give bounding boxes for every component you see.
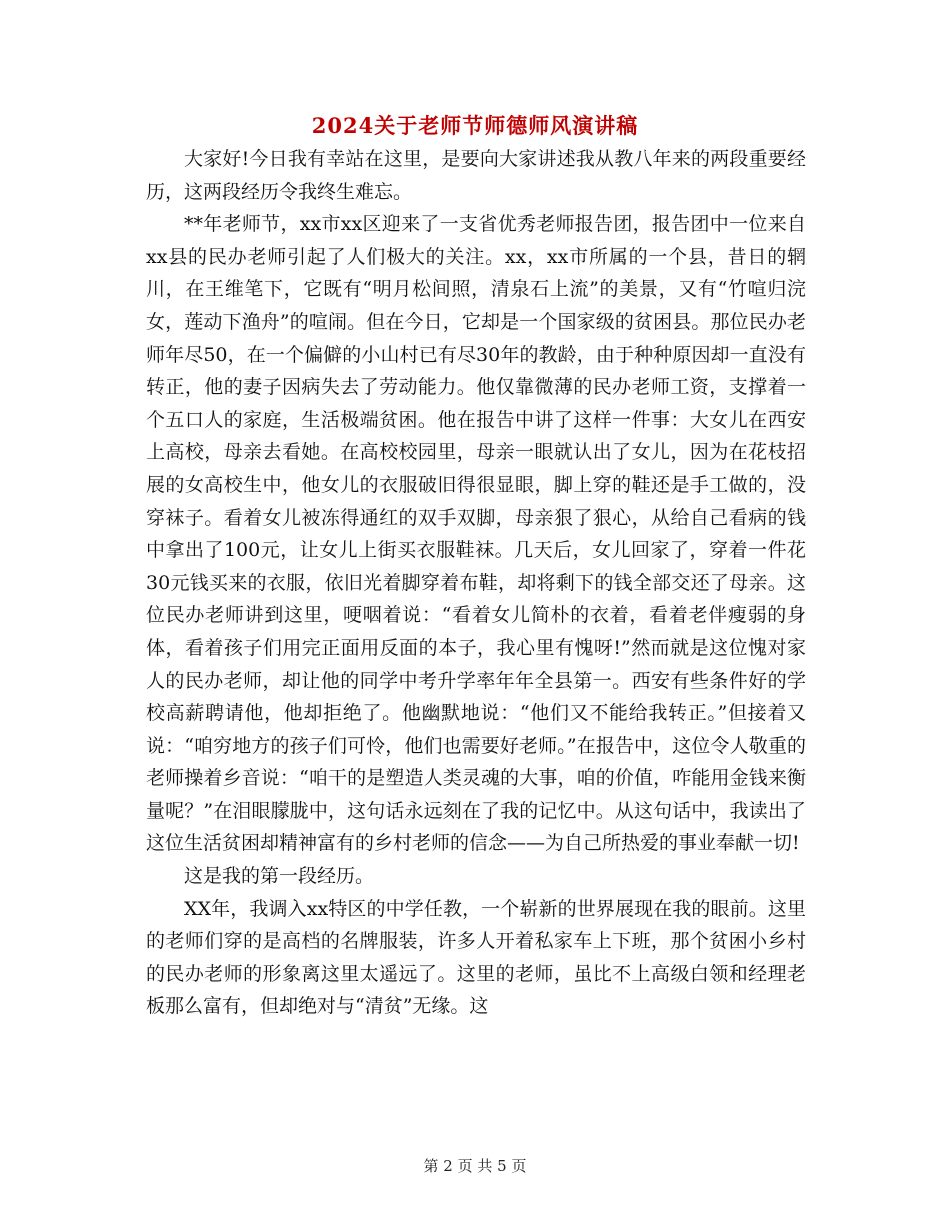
- paragraph-first-experience: **年老师节，xx市xx区迎来了一支省优秀老师报告团，报告团中一位来自xx县的民办老师引起了人们极大的关注。xx，xx市所属的一个县，昔日的辋川，在王维笔下，它既有“明月松间照，清泉石上流”的美景，又有“竹喧归浣女，莲动下渔舟”的喧闹。但在今日，它却是一个国家级的贫困县。那位民办老师年尽50，在一个偏僻的小山村已有尽30年的教龄，由于种种原因却一直没有转正，他的妻子因病失去了劳动能力。他仅靠微薄的民办老师工资，支撑着一个五口人的家庭，生活极端贫困。他在报告中讲了这样一件事：大女儿在西安上高校，母亲去看她。在高校校园里，母亲一眼就认出了女儿，因为在花枝招展的女高校生中，他女儿的衣服破旧得很显眼，脚上穿的鞋还是手工做的，没穿袜子。看着女儿被冻得通红的双手双脚，母亲狠了狠心，从给自己看病的钱中拿出了100元，让女儿上街买衣服鞋袜。几天后，女儿回家了，穿着一件花30元钱买来的衣服，依旧光着脚穿着布鞋，却将剩下的钱全部交还了母亲。这位民办老师讲到这里，哽咽着说：“看着女儿简朴的衣着，看着老伴瘦弱的身体，看着孩子们用完正面用反面的本子，我心里有愧呀!”然而就是这位愧对家人的民办老师，却让他的同学中考升学率年年全县第一。西安有些条件好的学校高薪聘请他，他却拒绝了。他幽默地说：“他们又不能给我转正。”但接着又说：“咱穷地方的孩子们可怜，他们也需要好老师。”在报告中，这位令人敬重的老师操着乡音说：“咱干的是塑造人类灵魂的大事，咱的价值，咋能用金钱来衡量呢？”在泪眼朦胧中，这句话永远刻在了我的记忆中。从这句话中，我读出了这位生活贫困却精神富有的乡村老师的信念——为自己所热爱的事业奉献一切!: [146, 213, 806, 855]
- paragraph-second-experience: XX年，我调入xx特区的中学任教，一个崭新的世界展现在我的眼前。这里的老师们穿的是高档的名牌服装，许多人开着私家车上下班，那个贫困小乡村的民办老师的形象离这里太遥远了。这里的老师，虽比不上高级白领和经理老板那么富有，但却绝对与“清贫”无缘。这: [146, 897, 806, 1018]
- page-number-footer: 第 2 页 共 5 页: [423, 1157, 527, 1175]
- paragraph-greeting: 大家好!今日我有幸站在这里，是要向大家讲述我从教八年来的两段重要经历，这两段经历令我终生难忘。: [146, 148, 806, 203]
- document-title: 2024关于老师节师德师风演讲稿: [311, 113, 639, 138]
- paragraph-first-summary: 这是我的第一段经历。: [184, 865, 375, 888]
- document-body: [146, 143, 806, 1023]
